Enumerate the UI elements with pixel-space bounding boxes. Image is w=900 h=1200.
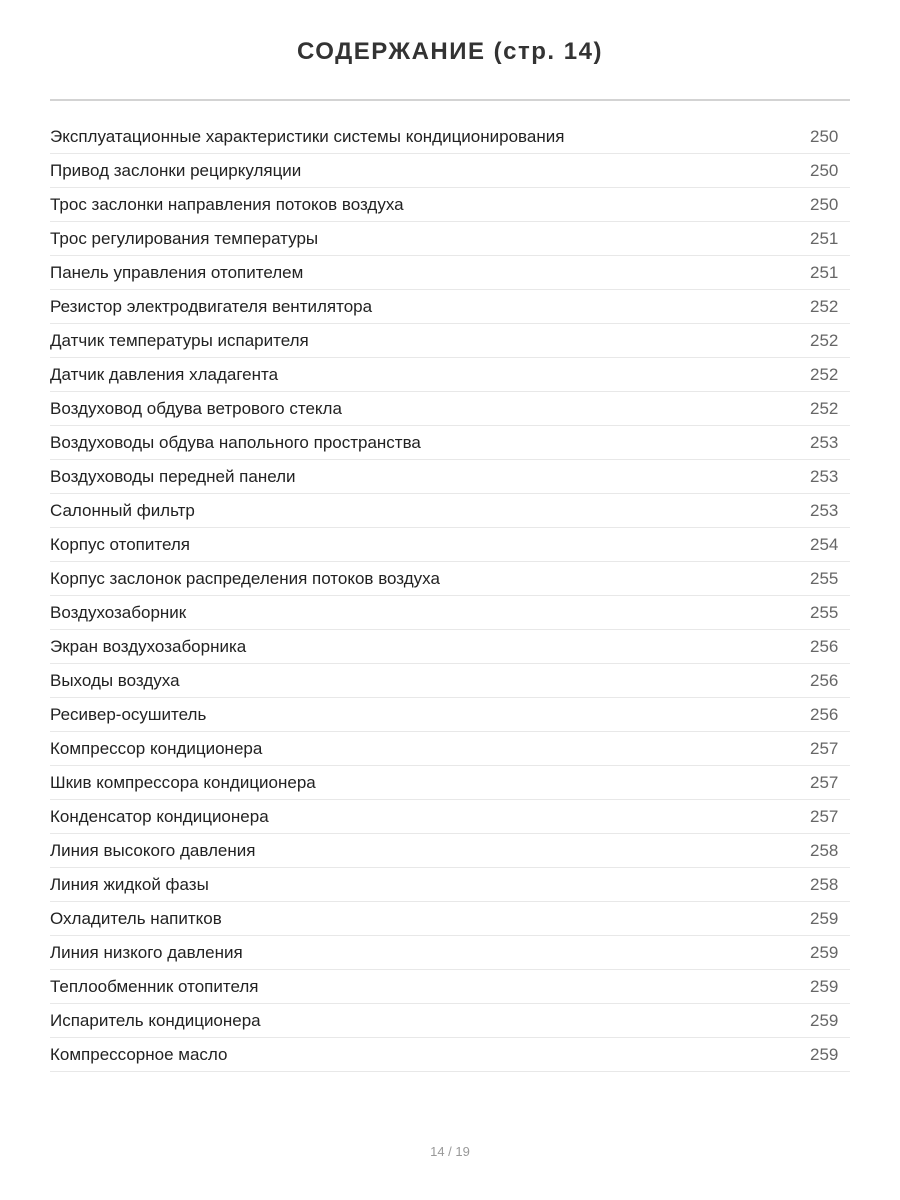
toc-entry-page-number: 258	[810, 840, 839, 860]
toc-entry-page-number: 256	[810, 670, 839, 690]
toc-entry-title: Компрессорное масло	[50, 1044, 228, 1064]
toc-entry-title: Привод заслонки рециркуляции	[50, 160, 302, 180]
toc-entry-page-number: 251	[810, 262, 839, 282]
toc-entry-page-number: 259	[810, 908, 839, 928]
toc-entry[interactable]	[50, 630, 850, 664]
toc-entry-page-number: 256	[810, 704, 839, 724]
toc-entry-page-number: 259	[810, 976, 839, 996]
toc-entry-title: Воздухозаборник	[50, 602, 187, 622]
toc-entry[interactable]	[50, 936, 850, 970]
toc-entry-title: Линия жидкой фазы	[50, 874, 209, 894]
toc-entry[interactable]	[50, 188, 850, 222]
toc-entry-page-number: 252	[810, 364, 839, 384]
toc-entry[interactable]	[50, 732, 850, 766]
toc-entry-page-number: 259	[810, 1010, 839, 1030]
toc-entry[interactable]	[50, 392, 850, 426]
toc-entry[interactable]	[50, 1004, 850, 1038]
toc-entry[interactable]	[50, 460, 850, 494]
toc-entry[interactable]	[50, 528, 850, 562]
toc-entry-title: Линия низкого давления	[50, 942, 243, 962]
toc-entry-title: Выходы воздуха	[50, 670, 180, 690]
toc-entry-page-number: 250	[810, 194, 839, 214]
toc-entry-page-number: 250	[810, 160, 839, 180]
toc-entry-title: Салонный фильтр	[50, 500, 195, 520]
toc-entry-title: Корпус отопителя	[50, 534, 190, 554]
toc-entry-page-number: 251	[810, 228, 839, 248]
toc-entry-title: Конденсатор кондиционера	[50, 806, 269, 826]
toc-entry[interactable]	[50, 664, 850, 698]
toc-entry[interactable]	[50, 868, 850, 902]
toc-entry-title: Эксплуатационные характеристики системы кондиционирования	[50, 126, 565, 146]
toc-entry-page-number: 259	[810, 942, 839, 962]
toc-entry-title: Шкив компрессора кондиционера	[50, 772, 316, 792]
toc-entry[interactable]	[50, 256, 850, 290]
toc-entry[interactable]	[50, 324, 850, 358]
toc-entry-page-number: 252	[810, 296, 839, 316]
toc-entry-page-number: 257	[810, 738, 839, 758]
toc-entry-title: Трос заслонки направления потоков воздуха	[50, 194, 404, 214]
toc-entry-title: Линия высокого давления	[50, 840, 256, 860]
toc-entry-title: Датчик температуры испарителя	[50, 330, 309, 350]
toc-entry[interactable]	[50, 698, 850, 732]
toc-entry-page-number: 253	[810, 432, 839, 452]
title-divider	[50, 99, 850, 101]
toc-entry[interactable]	[50, 970, 850, 1004]
toc-entry[interactable]	[50, 562, 850, 596]
toc-entry[interactable]	[50, 1038, 850, 1072]
toc-entry-page-number: 254	[810, 534, 839, 554]
toc-entry-title: Воздуховоды передней панели	[50, 466, 296, 486]
toc-entry-title: Охладитель напитков	[50, 908, 222, 928]
toc-entry[interactable]	[50, 834, 850, 868]
toc-entry-title: Корпус заслонок распределения потоков воздуха	[50, 568, 440, 588]
toc-entry[interactable]	[50, 902, 850, 936]
toc-entry-page-number: 252	[810, 398, 839, 418]
toc-entry-title: Экран воздухозаборника	[50, 636, 247, 656]
toc-entry-page-number: 252	[810, 330, 839, 350]
table-of-contents	[50, 120, 850, 1072]
toc-entry-title: Воздуховоды обдува напольного пространства	[50, 432, 421, 452]
toc-entry-page-number: 253	[810, 500, 839, 520]
toc-entry-title: Датчик давления хладагента	[50, 364, 279, 384]
toc-entry-page-number: 258	[810, 874, 839, 894]
toc-entry[interactable]	[50, 154, 850, 188]
toc-entry-page-number: 250	[810, 126, 839, 146]
toc-entry[interactable]	[50, 596, 850, 630]
toc-entry[interactable]	[50, 358, 850, 392]
toc-entry-title: Воздуховод обдува ветрового стекла	[50, 398, 342, 418]
toc-entry-page-number: 256	[810, 636, 839, 656]
toc-entry[interactable]	[50, 494, 850, 528]
toc-entry-title: Панель управления отопителем	[50, 262, 304, 282]
toc-entry[interactable]	[50, 290, 850, 324]
toc-entry-title: Резистор электродвигателя вентилятора	[50, 296, 373, 316]
toc-entry-title: Испаритель кондиционера	[50, 1010, 261, 1030]
toc-entry[interactable]	[50, 800, 850, 834]
toc-entry-title: Теплообменник отопителя	[50, 976, 259, 996]
toc-entry-title: Компрессор кондиционера	[50, 738, 263, 758]
toc-entry-page-number: 255	[810, 568, 839, 588]
page-indicator: 14 / 19	[430, 1144, 470, 1159]
toc-entry[interactable]	[50, 766, 850, 800]
toc-entry-page-number: 259	[810, 1044, 839, 1064]
page-title: СОДЕРЖАНИЕ (стр. 14)	[297, 38, 603, 65]
toc-entry-page-number: 257	[810, 806, 839, 826]
toc-entry[interactable]	[50, 222, 850, 256]
toc-entry[interactable]	[50, 426, 850, 460]
toc-entry-title: Трос регулирования температуры	[50, 228, 319, 248]
toc-entry-page-number: 253	[810, 466, 839, 486]
toc-entry-page-number: 257	[810, 772, 839, 792]
toc-entry-title: Ресивер-осушитель	[50, 704, 207, 724]
toc-entry[interactable]	[50, 120, 850, 154]
toc-entry-page-number: 255	[810, 602, 839, 622]
